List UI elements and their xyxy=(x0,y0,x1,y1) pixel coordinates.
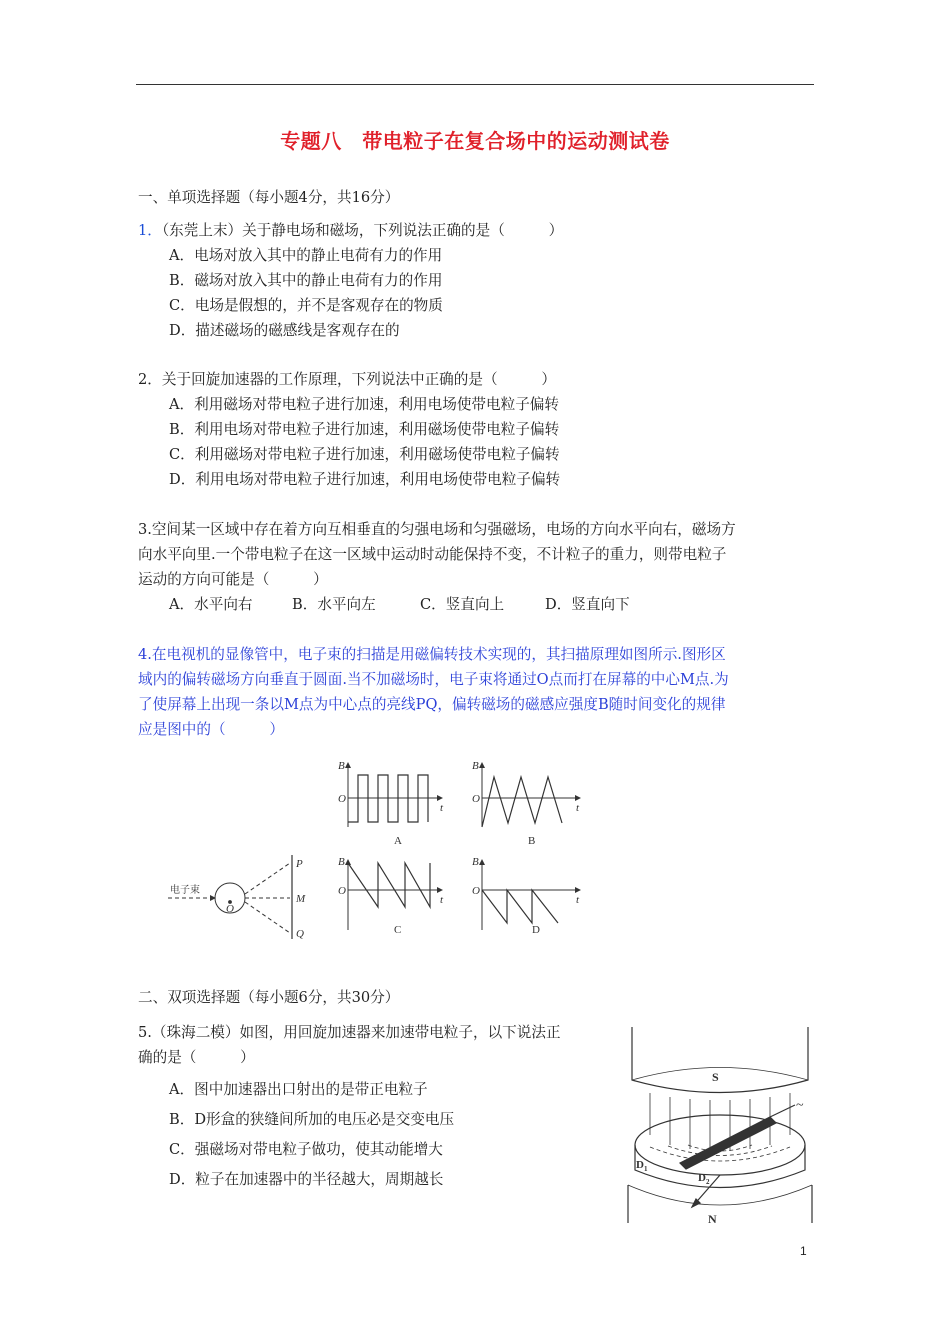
cyclotron-figure xyxy=(620,1025,820,1227)
graph-a-axis-b: B xyxy=(338,760,345,772)
page-title: 专题八 带电粒子在复合场中的运动测试卷 xyxy=(280,129,670,153)
header-rule xyxy=(136,84,814,85)
graph-a-axis-t: t xyxy=(440,802,444,814)
graph-d-axis-b: B xyxy=(472,856,479,868)
question-4-line-4: 应是图中的（ ） xyxy=(138,721,284,738)
graph-d xyxy=(482,860,580,930)
section-1-heading: 一、单项选择题（每小题4分，共16分） xyxy=(138,189,400,206)
graph-d-label: D xyxy=(532,924,540,936)
q3-option-b: B．水平向左 xyxy=(292,596,376,613)
magnet-s-label: S xyxy=(712,1070,719,1084)
question-4-line-1: 4.在电视机的显像管中，电子束的扫描是用磁偏转技术实现的，其扫描原理如图所示.图形区 xyxy=(138,646,726,663)
graph-c xyxy=(348,860,442,930)
q3-option-c: C．竖直向上 xyxy=(420,596,505,613)
graph-c-axis-t: t xyxy=(440,894,444,906)
crt-m-label: M xyxy=(296,893,306,905)
crt-o-label: O xyxy=(226,903,234,915)
q5-option-b: B．D形盒的狭缝间所加的电压必是交变电压 xyxy=(169,1111,455,1128)
graph-a xyxy=(348,763,442,827)
q2-option-d: D．利用电场对带电粒子进行加速，利用电场使带电粒子偏转 xyxy=(169,471,561,488)
question-2: 2．关于回旋加速器的工作原理，下列说法中正确的是（ ） xyxy=(138,371,556,388)
q1-option-a: A．电场对放入其中的静止电荷有力的作用 xyxy=(169,247,443,264)
question-1-stem: （东莞上末）关于静电场和磁场，下列说法正确的是（ ） xyxy=(161,222,564,239)
question-5-line-2: 确的是（ ） xyxy=(138,1049,255,1066)
graph-b-label: B xyxy=(528,835,536,847)
graph-b xyxy=(482,763,580,827)
magnet-n-label: N xyxy=(708,1212,717,1226)
page-number: 1 xyxy=(800,1244,807,1258)
graph-c-label: C xyxy=(394,924,402,936)
q5-option-a: A．图中加速器出口射出的是带正电粒子 xyxy=(169,1081,428,1098)
graph-a-label: A xyxy=(394,835,402,847)
q1-option-b: B．磁场对放入其中的静止电荷有力的作用 xyxy=(169,272,443,289)
graph-d-origin: O xyxy=(472,885,480,897)
figure-4-diagram xyxy=(160,755,610,945)
q3-option-a: A．水平向右 xyxy=(169,596,253,613)
question-3-line-3: 运动的方向可能是（ ） xyxy=(138,571,328,588)
graph-b-axis-t: t xyxy=(576,802,580,814)
crt-q-label: Q xyxy=(296,928,304,940)
question-3-line-2: 向水平向里.一个带电粒子在这一区域中运动时动能保持不变，不计粒子的重力，则带电粒子 xyxy=(138,546,727,563)
q3-option-d: D．竖直向下 xyxy=(545,596,630,613)
q2-option-b: B．利用电场对带电粒子进行加速，利用磁场使带电粒子偏转 xyxy=(169,421,560,438)
crt-sketch xyxy=(168,855,292,939)
question-4-line-2: 域内的偏转磁场方向垂直于圆面.当不加磁场时，电子束将通过O点而打在屏幕的中心M点.为 xyxy=(138,671,729,688)
dee-1-label: $D_1$ xyxy=(636,1159,648,1173)
graph-b-axis-b: B xyxy=(472,760,479,772)
q2-option-c: C．利用磁场对带电粒子进行加速，利用磁场使带电粒子偏转 xyxy=(169,446,560,463)
q2-option-a: A．利用磁场对带电粒子进行加速，利用电场使带电粒子偏转 xyxy=(169,396,559,413)
graph-d-axis-t: t xyxy=(576,894,580,906)
question-3-line-1: 3.空间某一区域中存在着方向互相垂直的匀强电场和匀强磁场，电场的方向水平向右，磁场方 xyxy=(138,521,736,538)
question-1 xyxy=(138,221,563,241)
crt-beam-label: 电子束 xyxy=(170,885,200,896)
section-2-heading: 二、双项选择题（每小题6分，共30分） xyxy=(138,989,400,1006)
question-4-line-3: 了使屏幕上出现一条以M点为中心点的亮线PQ，偏转磁场的磁感应强度B随时间变化的规律 xyxy=(138,696,726,713)
q5-option-c: C．强磁场对带电粒子做功，使其动能增大 xyxy=(169,1141,443,1158)
q1-option-d: D．描述磁场的磁感线是客观存在的 xyxy=(169,322,400,339)
crt-p-label: P xyxy=(296,858,303,870)
graph-c-origin: O xyxy=(338,885,346,897)
q5-option-d: D．粒子在加速器中的半径越大，周期越长 xyxy=(169,1171,444,1188)
graph-a-origin: O xyxy=(338,793,346,805)
question-5-line-1: 5.（珠海二模）如图，用回旋加速器来加速带电粒子，以下说法正 xyxy=(138,1024,561,1041)
question-1-number: 1． xyxy=(138,222,162,239)
graph-b-origin: O xyxy=(472,793,480,805)
ac-source-icon: ~ xyxy=(796,1098,804,1113)
graph-c-axis-b: B xyxy=(338,856,345,868)
q1-option-c: C．电场是假想的，并不是客观存在的物质 xyxy=(169,297,443,314)
dee-2-label: $D_2$ xyxy=(698,1172,710,1186)
